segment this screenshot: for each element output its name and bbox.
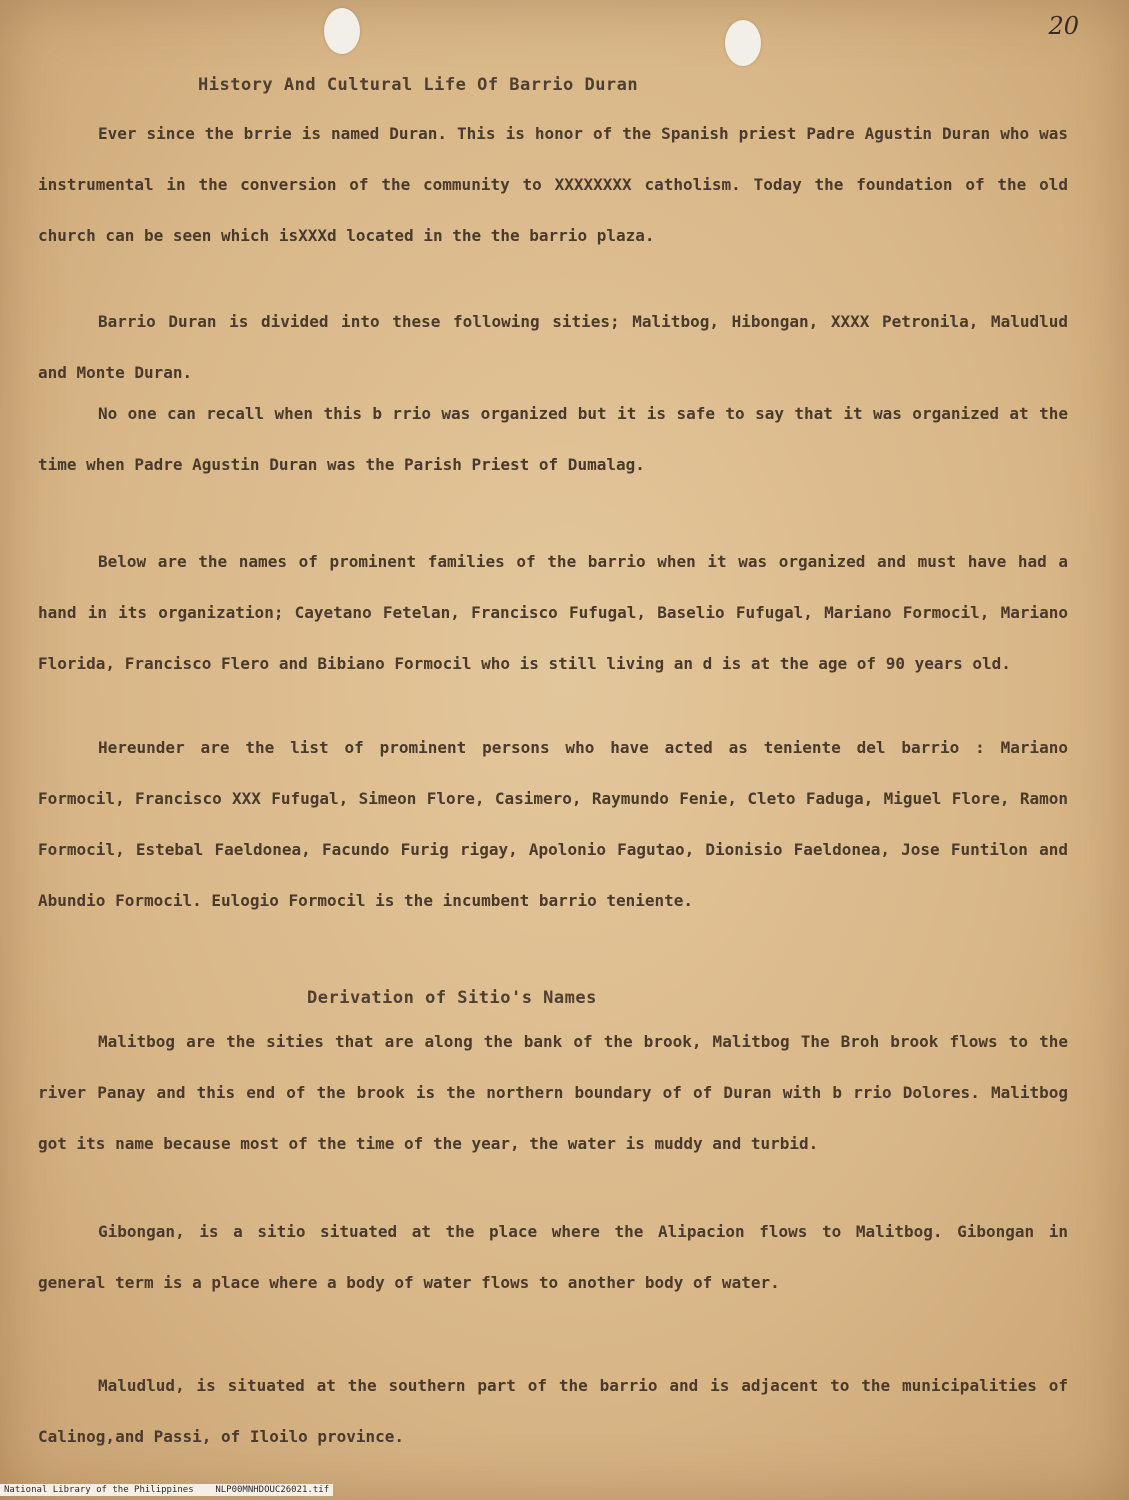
paragraph-gibongan: Gibongan, is a sitio situated at the place where the Alipacion flows to Malitbog. Gibongan in general term is a place where a body of water flows to another body of water. xyxy=(38,1222,1068,1292)
punch-hole-right xyxy=(725,20,761,66)
punch-hole-left xyxy=(324,8,360,54)
archive-footer: National Library of the Philippines NLP00MNHDOUC26021.tif xyxy=(0,1484,333,1496)
paragraph-families: Below are the names of prominent families of the barrio when it was organized and must have had a hand in its organization; Cayetano Fetelan, Francisco Fufugal, Baselio Fufugal, Mariano Formocil, Mariano Florida, Francisco Flero and Bibiano Formocil who is still living an d is at the age of 90 years old. xyxy=(38,552,1068,673)
paragraph-malitbog: Malitbog are the sities that are along the bank of the brook, Malitbog The Broh brook flows to the river Panay and this end of the brook is the northern boundary of of Duran with b rrio Dolores. Malitbog got its name because most of the time of the year, the water is muddy and turbid. xyxy=(38,1032,1068,1153)
paragraph-maludlud: Maludlud, is situated at the southern part of the barrio and is adjacent to the municipalities of Calinog,and Passi, of Iloilo province. xyxy=(38,1376,1068,1446)
section-heading: Derivation of Sitio's Names xyxy=(307,988,597,1008)
page-number: 20 xyxy=(1048,12,1079,40)
paragraph-sitios: Barrio Duran is divided into these following sities; Malitbog, Hibongan, XXXX Petronila, Maludlud and Monte Duran. xyxy=(38,312,1068,382)
paragraph-organization: No one can recall when this b rrio was organized but it is safe to say that it was organized at the time when Padre Agustin Duran was the Parish Priest of Dumalag. xyxy=(38,404,1068,474)
paragraph-origin: Ever since the brrie is named Duran. This is honor of the Spanish priest Padre Agustin Duran who was instrumental in the conversion of the community to XXXXXXXX catholism. Today the foundation of the old church can be seen which isXXXd located in the the barrio plaza. xyxy=(38,124,1068,245)
document-title: History And Cultural Life Of Barrio Duran xyxy=(198,75,639,95)
paragraph-tenientes: Hereunder are the list of prominent persons who have acted as teniente del barrio : Mariano Formocil, Francisco XXX Fufugal, Simeon Flore, Casimero, Raymundo Fenie, Cleto Faduga, Miguel Flore, Ramon Formocil, Estebal Faeldonea, Facundo Furig rigay, Apolonio Fagutao, Dionisio Faeldonea, Jose Funtilon and Abundio Formocil. Eulogio Formocil is the incumbent barrio teniente. xyxy=(38,738,1068,910)
